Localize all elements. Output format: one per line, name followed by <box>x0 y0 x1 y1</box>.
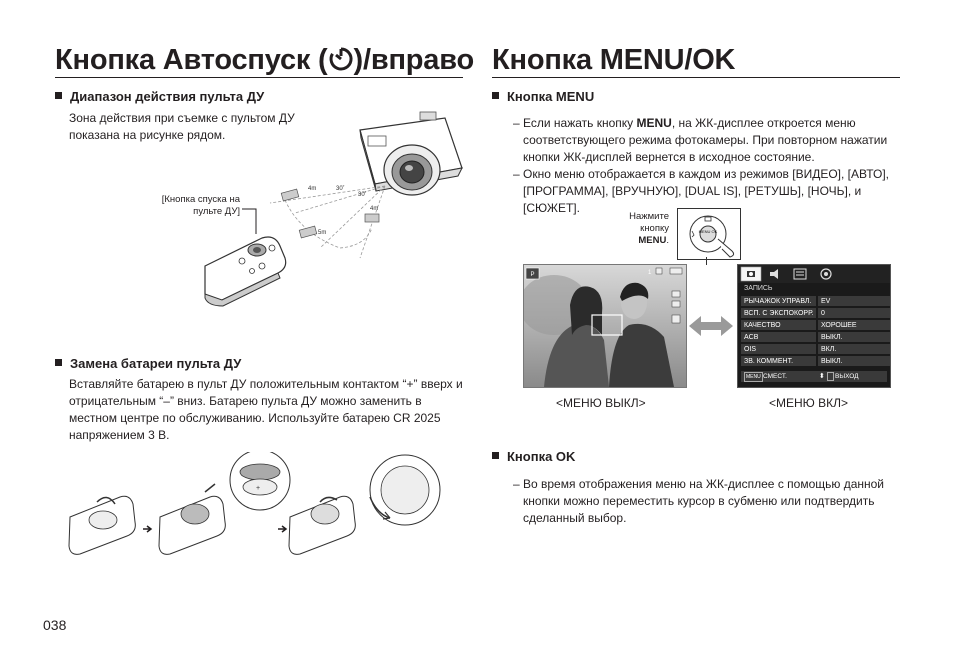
left-title-rule <box>55 77 463 78</box>
battery-replace-heading: Замена батареи пульта ДУ <box>55 356 241 371</box>
distance-label: 4m <box>308 186 317 192</box>
svg-text:P: P <box>530 272 535 278</box>
right-title-rule <box>492 77 900 78</box>
bullet-square-icon <box>492 92 499 99</box>
remote-range-text: Зона действия при съемке с пультом ДУ показана на рисунке рядом. <box>69 111 295 142</box>
svg-text:1: 1 <box>648 270 652 276</box>
remote-back-icon <box>69 496 135 554</box>
remote-range-illustration <box>190 108 465 308</box>
svg-text:+: + <box>256 485 261 492</box>
svg-text:MENU OK: MENU OK <box>698 229 718 234</box>
lcd-exit-label: ВЫХОД <box>835 373 859 380</box>
lcd-move-label: СМЕСТ. <box>763 373 787 380</box>
menu-button-heading: Кнопка MENU <box>492 89 594 104</box>
couple-photo <box>524 265 686 387</box>
remote-button-callout: [Кнопка спуска на пульте ДУ] <box>161 194 240 217</box>
press-menu-callout: Нажмите кнопку MENU. <box>629 211 669 246</box>
self-timer-icon <box>328 46 354 72</box>
angle-label: 30˚ <box>358 192 367 198</box>
remote-range-heading: Диапазон действия пульта ДУ <box>55 89 264 104</box>
menu-dial-icon <box>678 209 740 259</box>
angle-label: 30˚ <box>336 186 345 192</box>
battery-replace-text: Вставляйте батарею в пульт ДУ положительным контактом “+” вверх и отрицательным “–” вниз. Батарею пульта ДУ можно заменить в местном центре по обслуживанию. Используйте батарею CR 2025 напряжением 3 В. <box>69 377 463 442</box>
ok-button-text: – Во время отображения меню на ЖК-дисплее с помощью данной кнопки можно переместить курсор в субменю или подтвердить сделанный выбор. <box>513 476 913 527</box>
up-down-icon: ⬍ <box>819 373 825 380</box>
bullet-square-icon <box>55 92 62 99</box>
battery-closeup-icon <box>230 452 290 510</box>
remote-back-icon <box>289 496 355 554</box>
lcd-tab-bar <box>738 265 890 283</box>
distance-label: 5m <box>318 230 327 236</box>
lcd-menu-off-screen <box>523 264 687 388</box>
lcd-section-header: ЗАПИСЬ <box>744 285 773 292</box>
lcd-menu-on-screen: ЗАПИСЬ РЫЧАЖОК УПРАВЛ. EV ВСП. С ЭКСПОКОРР. 0 КАЧЕСТВО ХОРОШЕЕ ACB ВЫКЛ. OIS ВКЛ. ЗВ. КОММЕНТ. ВЫКЛ. MENU СМЕСТ. ⬍ ВЫХОД <box>737 264 891 388</box>
menu-button-text: – Если нажать кнопку MENU, на ЖК-дисплее откроется меню соответствующего режима фотокамеры. При повторном нажатии кнопки ЖК-дисплей вернется в исходное состояние. – Окно меню отображается в каждом из режимов [ВИДЕО], [АВТО], [ПРОГРАММА], [ВРУЧНУЮ], [DUAL IS], [РЕТУШЬ], [НОЧЬ], и [СЮЖЕТ]. <box>513 115 913 217</box>
bullet-square-icon <box>55 359 62 366</box>
ok-button-heading: Кнопка OK <box>492 449 575 464</box>
callout-leader <box>706 257 707 265</box>
lcd-menu-key: MENU <box>746 374 761 380</box>
lcd-footer <box>741 371 887 382</box>
camera-icon <box>360 112 462 195</box>
double-arrow-icon <box>687 314 735 338</box>
caption-menu-on: <МЕНЮ ВКЛ> <box>769 396 849 410</box>
page-number: 038 <box>43 617 67 633</box>
menu-dial-box <box>677 208 741 260</box>
caption-menu-off: <МЕНЮ ВЫКЛ> <box>556 396 646 410</box>
arrow-right-icon <box>278 526 286 532</box>
battery-replace-illustration <box>65 452 465 557</box>
arrow-right-icon <box>143 526 151 532</box>
bullet-square-icon <box>492 452 499 459</box>
distance-label: 4m <box>370 206 379 212</box>
left-page-title: Кнопка Автоспуск ( )/вправо <box>55 44 474 76</box>
battery-cover-closeup-icon <box>370 455 440 525</box>
remote-control-icon <box>205 237 286 306</box>
right-page-title: Кнопка MENU/OK <box>492 44 736 76</box>
ok-key-icon <box>827 372 834 381</box>
remote-back-icon <box>159 484 225 554</box>
